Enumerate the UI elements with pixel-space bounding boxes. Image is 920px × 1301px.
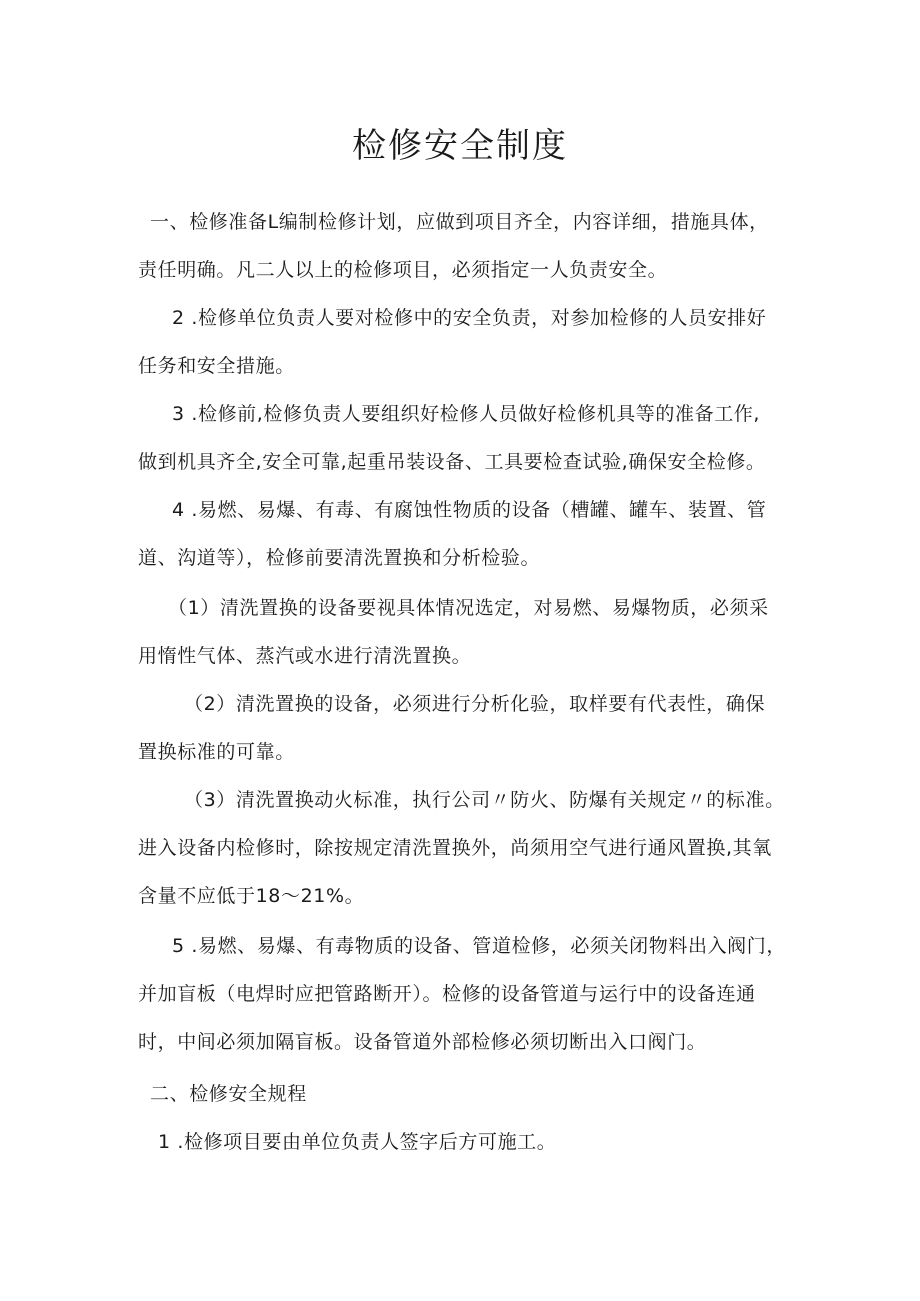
paragraph-line: （1）清洗置换的设备要视具体情况选定，对易燃、易爆物质，必须采 bbox=[168, 597, 769, 619]
paragraph-line: 时，中间必须加隔盲板。设备管道外部检修必须切断出入口阀门。 bbox=[138, 1031, 707, 1053]
paragraph-subitem-1 bbox=[138, 584, 798, 680]
paragraph-line: 进入设备内检修时，除按规定清洗置换外，尚须用空气进行通风置换,其氧 bbox=[138, 837, 772, 859]
paragraph-line: 二、检修安全规程 bbox=[150, 1083, 307, 1105]
paragraph-line: 3 .检修前,检修负责人要组织好检修人员做好检修机具等的准备工作, bbox=[172, 403, 761, 425]
paragraph-subitem-2 bbox=[138, 680, 798, 776]
paragraph-item-5 bbox=[138, 922, 798, 1066]
paragraph-line: 4 .易燃、易爆、有毒、有腐蚀性物质的设备（槽罐、罐车、装置、管 bbox=[172, 499, 767, 521]
paragraph-line: 含量不应低于18〜21%。 bbox=[138, 885, 365, 907]
paragraph-item-4 bbox=[138, 486, 798, 582]
paragraph-line: 置换标准的可靠。 bbox=[138, 741, 295, 763]
page-title: 检修安全制度 bbox=[352, 126, 568, 166]
paragraph-item-3 bbox=[138, 390, 798, 486]
paragraph-line: 2 .检修单位负责人要对检修中的安全负责，对参加检修的人员安排好 bbox=[172, 307, 767, 329]
paragraph-line: 1 .检修项目要由单位负责人签字后方可施工。 bbox=[158, 1131, 557, 1153]
paragraph-rule-1 bbox=[138, 1118, 798, 1166]
paragraph-line: （3）清洗置换动火标准，执行公司〃防火、防爆有关规定〃的标准。 bbox=[184, 789, 785, 811]
paragraph-line: 任务和安全措施。 bbox=[138, 355, 295, 377]
paragraph-line: 责任明确。凡二人以上的检修项目，必须指定一人负责安全。 bbox=[138, 259, 668, 281]
paragraph-line: 5 .易燃、易爆、有毒物质的设备、管道检修，必须关闭物料出入阀门， bbox=[172, 935, 786, 957]
paragraph-line: 并加盲板（电焊时应把管路断开）。检修的设备管道与运行中的设备连通 bbox=[138, 983, 756, 1005]
paragraph-subitem-3 bbox=[138, 776, 798, 920]
paragraph-line: 做到机具齐全,安全可靠,起重吊装设备、工具要检查试验,确保安全检修。 bbox=[138, 451, 766, 473]
paragraph-line: （2）清洗置换的设备，必须进行分析化验，取样要有代表性，确保 bbox=[184, 693, 766, 715]
section-heading-rules bbox=[138, 1070, 798, 1118]
paragraph-line: 用惰性气体、蒸汽或水进行清洗置换。 bbox=[138, 645, 472, 667]
paragraph-item-2 bbox=[138, 294, 798, 390]
paragraph-prep bbox=[138, 198, 798, 294]
paragraph-line: 道、沟道等），检修前要清洗置换和分析检验。 bbox=[138, 547, 541, 569]
paragraph-line: 一、检修准备L编制检修计划，应做到项目齐全，内容详细，措施具体， bbox=[150, 211, 769, 233]
